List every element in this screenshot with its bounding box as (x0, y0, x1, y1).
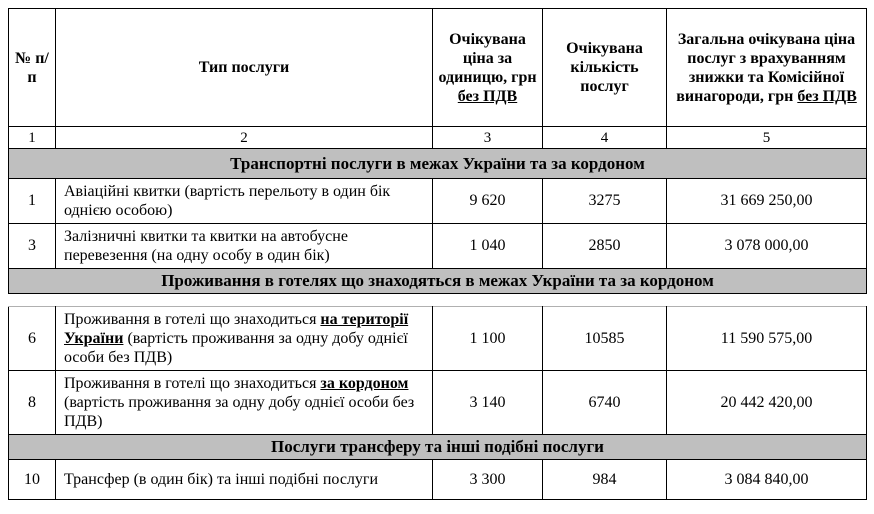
text-segment: Загальна очікувана ціна послуг з врахуванням знижки та Комісійної винагороди, грн (676, 30, 856, 105)
emphasized-text: без ПДВ (457, 87, 518, 105)
unit-price-cell: 1 040 (433, 224, 543, 269)
column-index-cell: 1 (9, 127, 56, 149)
service-row (9, 224, 867, 269)
header-row (9, 9, 867, 127)
row-number-cell: 1 (9, 179, 56, 224)
row-number-cell: 3 (9, 224, 56, 269)
service-row (9, 460, 867, 500)
services-table-continued (8, 306, 867, 500)
row-number-cell: 10 (9, 460, 56, 500)
column-index-cell: 2 (56, 127, 433, 149)
section-header-row (9, 149, 867, 179)
quantity-cell: 6740 (543, 371, 667, 435)
text-segment: (вартість проживання за одну добу однієї особи без ПДВ) (64, 394, 415, 430)
total-price-cell: 3 084 840,00 (667, 460, 867, 500)
quantity-cell: 984 (543, 460, 667, 500)
column-index-row (9, 127, 867, 149)
total-price-cell: 11 590 575,00 (667, 307, 867, 371)
col-header-unit-price (433, 9, 543, 127)
unit-price-cell: 3 300 (433, 460, 543, 500)
section-title: Проживання в готелях що знаходяться в межах України та за кордоном (9, 269, 867, 294)
table-break-gap (8, 294, 866, 306)
services-table-main (8, 8, 867, 294)
service-description-cell (56, 179, 433, 224)
column-index-cell: 5 (667, 127, 867, 149)
row-number-cell: 6 (9, 307, 56, 371)
quantity-cell: 3275 (543, 179, 667, 224)
emphasized-text: без ПДВ (797, 87, 857, 105)
unit-price-cell: 3 140 (433, 371, 543, 435)
text-segment: (вартість проживання за одну добу однієї особи без ПДВ) (64, 330, 408, 366)
emphasized-text: на території України (64, 311, 409, 347)
column-index-cell: 3 (433, 127, 543, 149)
service-row (9, 179, 867, 224)
unit-price-cell: 1 100 (433, 307, 543, 371)
text-segment: Авіаційні квитки (вартість перельоту в один бік однією особою) (64, 183, 391, 219)
service-description-cell (56, 371, 433, 435)
col-header-total-price (667, 9, 867, 127)
section-header-row (9, 269, 867, 294)
section-title: Транспортні послуги в межах України та за кордоном (9, 149, 867, 179)
unit-price-cell: 9 620 (433, 179, 543, 224)
emphasized-text: за кордоном (320, 375, 409, 392)
text-segment: Проживання в готелі що знаходиться (64, 311, 321, 328)
total-price-cell: 3 078 000,00 (667, 224, 867, 269)
column-index-cell: 4 (543, 127, 667, 149)
section-title: Послуги трансферу та інші подібні послуги (9, 435, 867, 460)
text-segment: Проживання в готелі що знаходиться (64, 375, 321, 392)
col-header-number: № п/п (9, 9, 56, 127)
col-header-quantity: Очікувана кількість послуг (543, 9, 667, 127)
service-description-cell (56, 307, 433, 371)
total-price-cell: 20 442 420,00 (667, 371, 867, 435)
total-price-cell: 31 669 250,00 (667, 179, 867, 224)
text-segment: Трансфер (в один бік) та інші подібні послуги (64, 471, 379, 488)
service-row (9, 307, 867, 371)
quantity-cell: 10585 (543, 307, 667, 371)
row-number-cell: 8 (9, 371, 56, 435)
col-header-service-type: Тип послуги (56, 9, 433, 127)
text-segment: Очікувана ціна за одиницю, грн (438, 30, 537, 86)
quantity-cell: 2850 (543, 224, 667, 269)
service-description-cell (56, 460, 433, 500)
text-segment: Залізничні квитки та квитки на автобусне перевезення (на одну особу в один бік) (64, 228, 348, 264)
service-description-cell (56, 224, 433, 269)
service-row (9, 371, 867, 435)
section-header-row (9, 435, 867, 460)
